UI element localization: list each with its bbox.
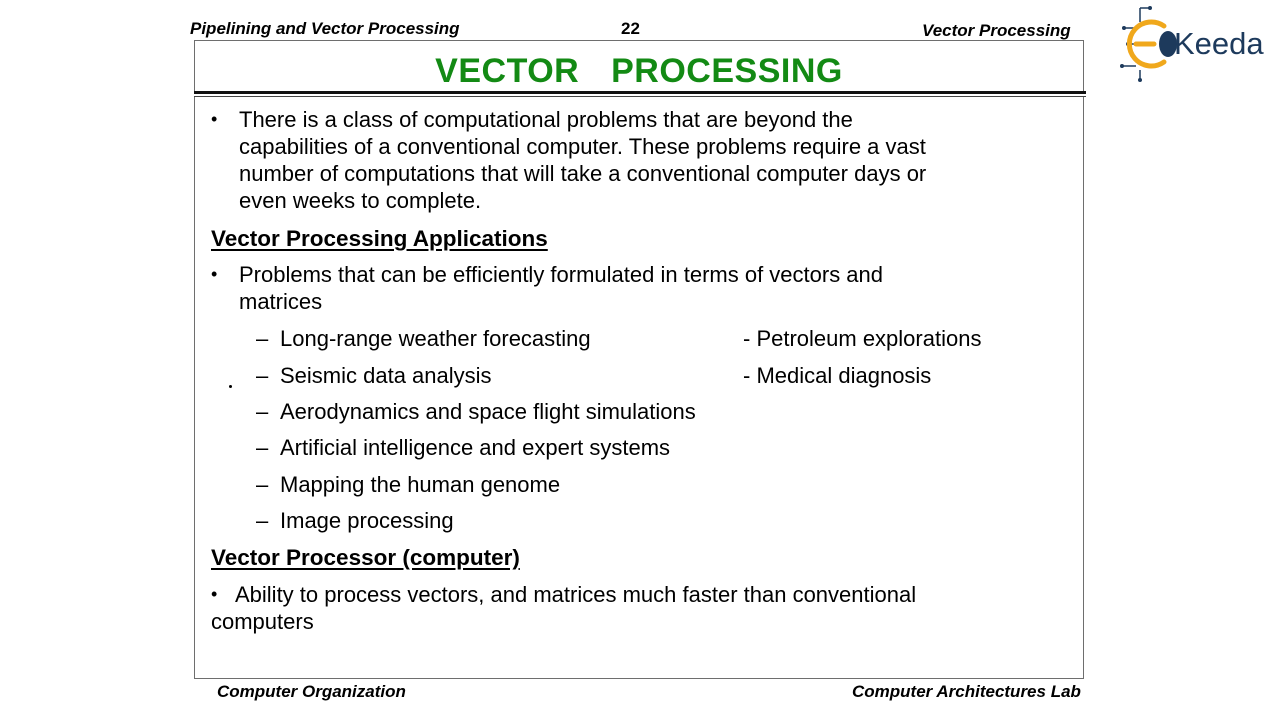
page-number: 22 [621, 19, 640, 38]
dash-symbol: – [256, 472, 269, 497]
list-item: Long-range weather forecasting [280, 326, 591, 351]
dash-symbol: – [256, 508, 269, 533]
bullet-symbol: • [211, 584, 218, 604]
dash-symbol: – [256, 363, 269, 388]
title-divider [194, 91, 1086, 94]
bullet-symbol: • [211, 264, 218, 284]
dash-symbol: – [256, 435, 269, 460]
header-left-text: Pipelining and Vector Processing [190, 19, 460, 38]
dash-symbol: – [256, 326, 269, 351]
intro-line-4: even weeks to complete. [239, 188, 482, 213]
dash-symbol: – [256, 399, 269, 424]
ekeeda-logo-text: Keeda [1174, 26, 1264, 61]
slide-title: VECTOR PROCESSING [435, 52, 843, 90]
header-right-text: Vector Processing [922, 21, 1071, 40]
applications-heading: Vector Processing Applications [211, 226, 548, 251]
processor-line-1: Ability to process vectors, and matrices much faster than conventional [235, 582, 917, 607]
footer-right-text: Computer Architectures Lab [852, 682, 1081, 701]
intro-line-1: There is a class of computational problems that are beyond the [239, 107, 853, 132]
list-item: Mapping the human genome [280, 472, 561, 497]
footer-left-text: Computer Organization [217, 682, 406, 701]
processor-line-2: computers [211, 609, 314, 634]
slide-title-box [194, 40, 1084, 92]
stray-dot [229, 385, 232, 388]
processor-heading: Vector Processor (computer) [211, 545, 520, 570]
list-item-side: - Medical diagnosis [743, 363, 932, 388]
ekeeda-logo [1118, 4, 1278, 84]
applications-line-2: matrices [239, 289, 323, 314]
list-item: Artificial intelligence and expert systems [280, 435, 671, 460]
list-item: Seismic data analysis [280, 363, 492, 388]
applications-line-1: Problems that can be efficiently formulated in terms of vectors and [239, 262, 884, 287]
list-item: Image processing [280, 508, 454, 533]
intro-line-3: number of computations that will take a conventional computer days or [239, 161, 927, 186]
bullet-symbol: • [211, 109, 218, 129]
list-item-side: - Petroleum explorations [743, 326, 982, 351]
intro-line-2: capabilities of a conventional computer. These problems require a vast [239, 134, 926, 159]
list-item: Aerodynamics and space flight simulations [280, 399, 696, 424]
